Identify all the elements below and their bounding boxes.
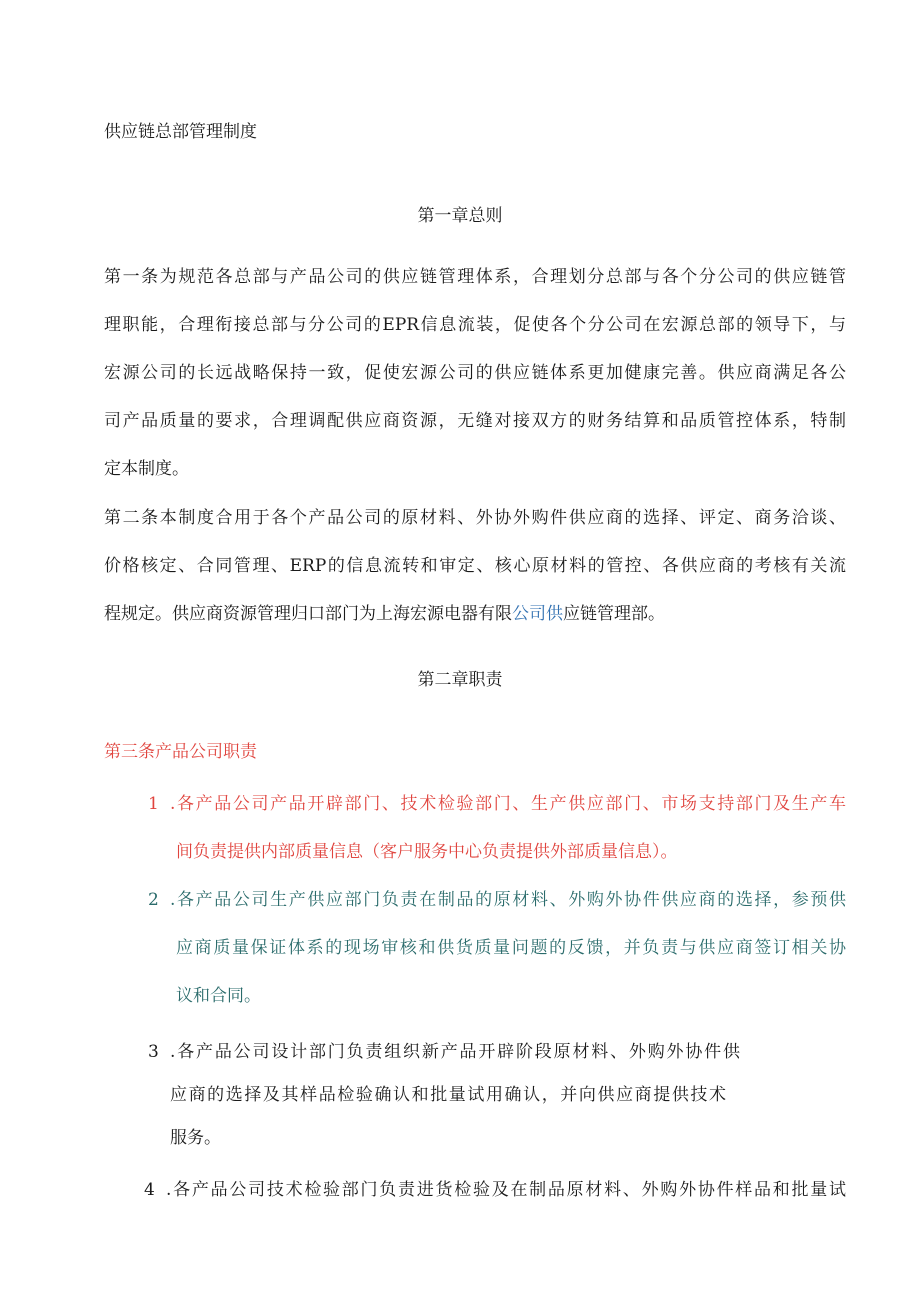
- document-title: 供应链总部管理制度: [104, 122, 257, 142]
- chapter-2-heading: 第二章职责: [417, 670, 503, 690]
- article-2-text: 应链管理部。: [563, 604, 665, 624]
- list-item-line: 服务。: [170, 1128, 221, 1148]
- list-item-line: .各产品公司技术检验部门负责进货检验及在制品原材料、外购外协件样品和批量试: [166, 1180, 846, 1200]
- list-item-number: 3: [148, 1042, 159, 1062]
- list-item-line: 应商质量保证体系的现场审核和供货质量问题的反馈，并负责与供应商签订相关协: [176, 938, 846, 958]
- list-item-line: .各产品公司产品开辟部门、技术检验部门、生产供应部门、市场支持部门及生产车: [170, 794, 846, 814]
- list-item-line: 应商的选择及其样品检验确认和批量试用确认，并向供应商提供技术: [170, 1085, 726, 1105]
- chapter-1-heading: 第一章总则: [417, 206, 503, 226]
- article-1-line: 定本制度。: [104, 459, 189, 479]
- article-2-text: 程规定。供应商资源管理归口部门为上海宏源电器有限: [104, 604, 512, 624]
- list-item-line: .各产品公司生产供应部门负责在制品的原材料、外购外协件供应商的选择，参预供: [170, 890, 846, 910]
- list-item-line: 议和合同。: [176, 986, 261, 1006]
- list-item-line: .各产品公司设计部门负责组织新产品开辟阶段原材料、外购外协件供: [170, 1042, 740, 1062]
- list-item-number: 2: [148, 890, 159, 910]
- article-2-line: 第二条本制度合用于各个产品公司的原材料、外协外购件供应商的选择、评定、商务洽谈、: [104, 508, 846, 528]
- list-item-number: 1: [148, 794, 159, 814]
- list-item-line: 间负责提供内部质量信息（客户服务中心负责提供外部质量信息）。: [176, 842, 678, 862]
- article-3-title: 第三条产品公司职责: [104, 742, 257, 762]
- article-2-line: [104, 602, 665, 626]
- article-2-highlight: 公司供: [512, 604, 563, 624]
- article-1-line: 第一条为规范各总部与产品公司的供应链管理体系，合理划分总部与各个分公司的供应链管: [104, 267, 846, 287]
- article-2-line: 价格核定、合同管理、ERP的信息流转和审定、核心原材料的管控、各供应商的考核有关流: [104, 556, 846, 576]
- list-item-number: 4: [144, 1180, 155, 1200]
- article-1-line: 司产品质量的要求，合理调配供应商资源，无缝对接双方的财务结算和品质管控体系，特制: [104, 411, 846, 431]
- article-1-line: 理职能，合理衔接总部与分公司的EPR信息流装，促使各个分公司在宏源总部的领导下，与: [104, 315, 846, 335]
- article-1-line: 宏源公司的长远战略保持一致，促使宏源公司的供应链体系更加健康完善。供应商满足各公: [104, 363, 846, 383]
